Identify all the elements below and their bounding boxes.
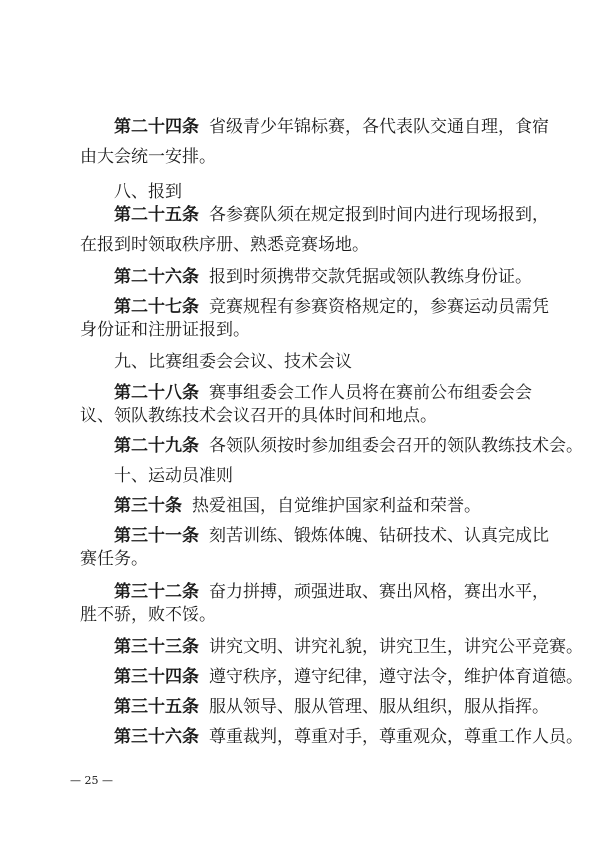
article-line-continued: 由大会统一安排。 — [80, 147, 216, 167]
page-number: — 25 — — [70, 774, 113, 787]
article-line — [0, 117, 600, 137]
article-number: 第二十九条 — [114, 436, 199, 456]
article-text: 热爱祖国，自觉维护国家利益和荣誉。 — [192, 496, 481, 516]
article-number: 第二十四条 — [114, 117, 199, 137]
article-number: 第三十四条 — [114, 667, 199, 687]
article-line — [0, 383, 600, 403]
article-line — [0, 436, 600, 456]
article-number: 第三十六条 — [114, 727, 199, 747]
article-text: 遵守秩序，遵守纪律，遵守法令，维护体育道德。 — [209, 667, 583, 687]
article-number: 第二十七条 — [114, 297, 199, 317]
article-text: 尊重裁判，尊重对手，尊重观众，尊重工作人员。 — [209, 727, 583, 747]
article-number: 第三十三条 — [114, 637, 199, 657]
article-line-continued: 赛任务。 — [80, 549, 148, 569]
article-line — [0, 267, 600, 287]
article-text: 各领队须按时参加组委会召开的领队教练技术会。 — [209, 436, 583, 456]
article-line — [0, 526, 600, 546]
article-number: 第三十二条 — [114, 582, 199, 602]
article-line — [0, 205, 600, 225]
article-line — [0, 637, 600, 657]
article-line-continued: 身份证和注册证报到。 — [80, 320, 250, 340]
article-line — [0, 667, 600, 687]
article-text: 服从领导、服从管理、服从组织，服从指挥。 — [209, 697, 549, 717]
article-text: 报到时须携带交款凭据或领队教练身份证。 — [209, 267, 532, 287]
article-line — [0, 297, 600, 317]
article-text: 竞赛规程有参赛资格规定的，参赛运动员需凭 — [209, 297, 549, 317]
section-heading: 八、报到 — [114, 182, 182, 202]
article-line — [0, 582, 600, 602]
article-text: 各参赛队须在规定报到时间内进行现场报到， — [209, 205, 549, 225]
article-text: 奋力拼搏，顽强进取、赛出风格，赛出水平， — [209, 582, 549, 602]
article-line — [0, 697, 600, 717]
article-text: 省级青少年锦标赛，各代表队交通自理，食宿 — [209, 117, 549, 137]
section-heading: 九、比赛组委会会议、技术会议 — [114, 352, 352, 372]
article-line-continued: 在报到时领取秩序册、熟悉竞赛场地。 — [80, 235, 369, 255]
article-text: 刻苦训练、锻炼体魄、钻研技术、认真完成比 — [209, 526, 549, 546]
article-number: 第三十条 — [114, 496, 182, 516]
section-heading: 十、运动员准则 — [114, 466, 233, 486]
article-number: 第二十五条 — [114, 205, 199, 225]
article-line-continued: 议、领队教练技术会议召开的具体时间和地点。 — [80, 406, 437, 426]
article-line — [0, 496, 600, 516]
article-text: 讲究文明、讲究礼貌，讲究卫生，讲究公平竞赛。 — [209, 637, 583, 657]
article-line-continued: 胜不骄，败不馁。 — [80, 605, 216, 625]
article-number: 第三十一条 — [114, 526, 199, 546]
article-line — [0, 727, 600, 747]
article-text: 赛事组委会工作人员将在赛前公布组委会会 — [209, 383, 532, 403]
article-number: 第二十八条 — [114, 383, 199, 403]
article-number: 第二十六条 — [114, 267, 199, 287]
article-number: 第三十五条 — [114, 697, 199, 717]
